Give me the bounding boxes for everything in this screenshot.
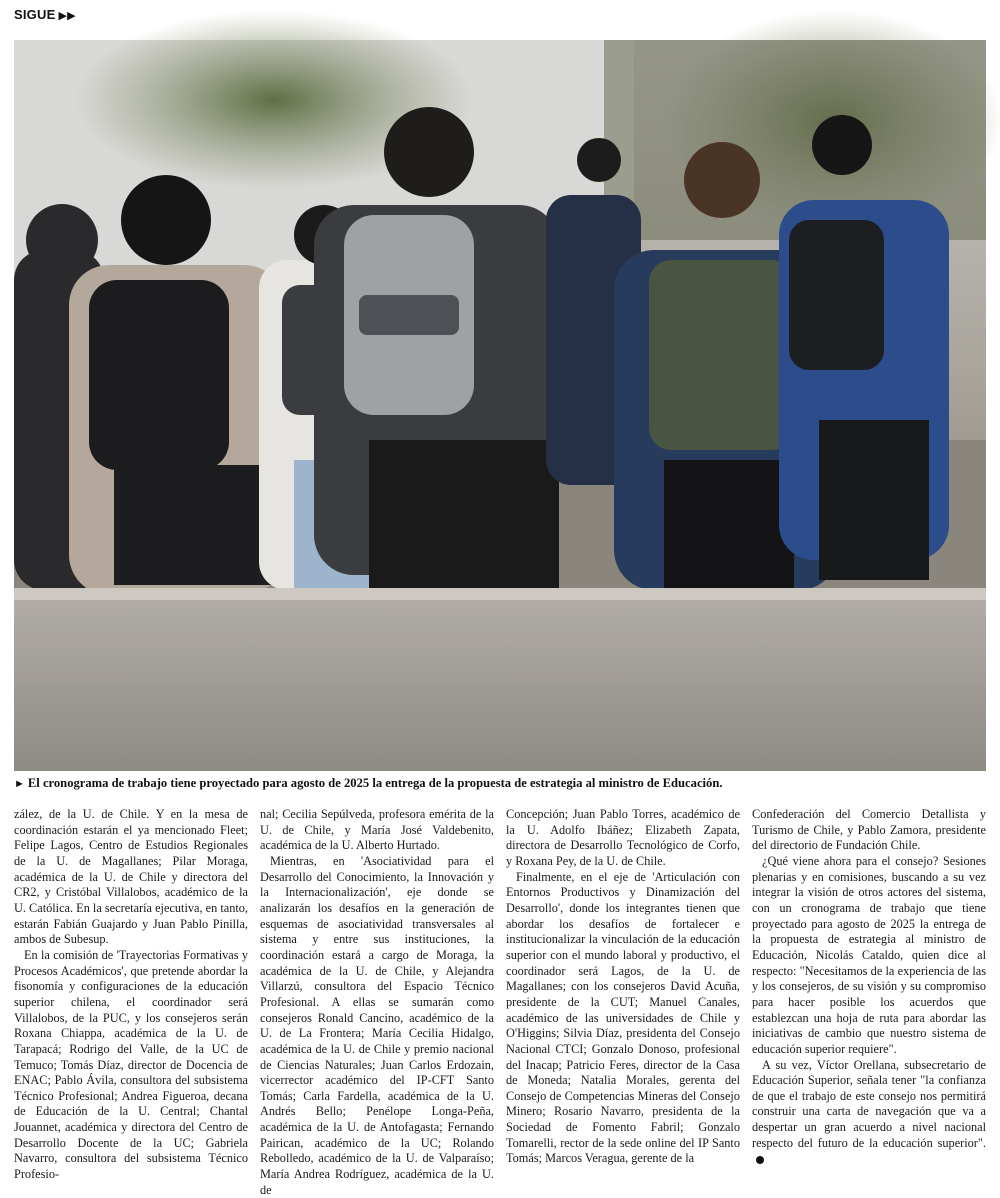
article-photo bbox=[14, 40, 986, 771]
paragraph: nal; Cecilia Sepúlveda, profesora emérita de la U. de Chile, y María José Valdebenito, académica de la U. Alberto Hurtado. bbox=[260, 807, 494, 853]
text-column-3 bbox=[506, 807, 740, 1185]
caption-text: El cronograma de trabajo tiene proyectado para agosto de 2025 la entrega de la propuesta de estrategia al ministro de Educación. bbox=[27, 776, 723, 790]
end-of-article-icon bbox=[756, 1156, 764, 1164]
article-body bbox=[14, 807, 986, 1197]
students-walking-photo-icon bbox=[14, 40, 986, 771]
text-column-2 bbox=[260, 807, 494, 1197]
photo-caption bbox=[14, 776, 986, 791]
paragraph-final-text: A su vez, Víctor Orellana, subsecretario de Educación Superior, señala tener "la confianza de que el trabajo de este consejo nos permitirá construir una carta de navegación que va a despertar un gran acuerdo a nivel nacional respecto del futuro de la educación superior". bbox=[752, 1057, 986, 1150]
text-column-4 bbox=[752, 807, 986, 1185]
text-column-1 bbox=[14, 807, 248, 1185]
paragraph: En la comisión de 'Trayectorias Formativas y Procesos Académicos', que pretende abordar la fisonomía y configuraciones de la educación superior chilena, el coordinador será Villalobos, de la PUC, y los consejeros serán Roxana Chiappa, académica de la U. de Tarapacá; Rodrigo del Valle, de la UC de Temuco; Tomás Díaz, director de Docencia de ENAC; Pablo Ávila, consultora del subsistema Técnico Profesional; Andrea Figueroa, decana de Educación de la U. Central; Chantal Jouannet, académica y directora del Centro de Desarrollo Docente de la UC; Gabriela Navarro, consultora del subsistema Técnico Profesio- bbox=[14, 947, 248, 1182]
paragraph: zález, de la U. de Chile. Y en la mesa de coordinación estarán el ya mencionado Fleet; Felipe Lagos, Centro de Estudios Regionales de la U. de Magallanes; Pilar Moraga, académica de la U. de Chile y directora del CR2, y Cristóbal Villalobos, académico de la U. Católica. En la secretaría ejecutiva, en tanto, estarán Fabián Guajardo y Juan Pablo Pinilla, ambos de Subesup. bbox=[14, 807, 248, 947]
caption-marker-icon: ► bbox=[14, 778, 25, 790]
sigue-text: SIGUE bbox=[14, 7, 56, 22]
paragraph: Confederación del Comercio Detallista y Turismo de Chile, y Pablo Zamora, presidente del directorio de Fundación Chile. bbox=[752, 807, 986, 853]
paragraph: ¿Qué viene ahora para el consejo? Sesiones plenarias y en comisiones, buscando a su vez integrar la visión de otros actores del sistema, con un cronograma de trabajo que tiene proyectado para agosto de 2025 la entrega de la propuesta de estrategia al ministro de Educación, Nicolás Cataldo, quien dice al respecto: "Necesitamos de la experiencia de las y los consejeros, de su visión y su compromiso para hacer posible los acuerdos que establezcan una hoja de ruta para abordar las iniciativas de cambio que nuestro sistema de educación superior requiere". bbox=[752, 853, 986, 1056]
paragraph: Mientras, en 'Asociatividad para el Desarrollo del Conocimiento, la Innovación y la Internacionalización', eje donde se analizarán los desafíos en la generación de esquemas de asociatividad transversales al sistema y entre sus instituciones, la coordinación estará a cargo de Moraga, la académica de la U. de Chile, y Alejandra Villarzú, consultora del Espacio Técnico Profesional. A ellas se sumarán como consejeros Ronald Cancino, académico de la U. de La Frontera; María Cecilia Hidalgo, académica de la U. de Chile y premio nacional de Ciencias Naturales; Juan Carlos Erdozain, vicerrector académico del IP-CFT Santo Tomás; Carla Fardella, académica de la U. Andrés Bello; Penélope Longa-Peña, académica de la U. de Antofagasta; Fernando Pairican, académico de la UC; Rolando Rebolledo, académico de la U. de Valparaíso; María Andrea Rodríguez, académica de la U. de bbox=[260, 853, 494, 1197]
paragraph: Concepción; Juan Pablo Torres, académico de la U. Adolfo Ibáñez; Elizabeth Zapata, directora de Desarrollo Tecnológico de Corfo, y Roxana Pey, de la U. de Chile. bbox=[506, 807, 740, 868]
paragraph: Finalmente, en el eje de 'Articulación con Entornos Productivos y Dinamización del Desarrollo', donde los integrantes tienen que abordar los desafíos de fortalecer e institucionalizar la vinculación de la educación superior con el mundo laboral y productivo, el coordinador será Lagos, de la U. de Magallanes; con los consejeros David Acuña, presidente de la CUT; Manuel Canales, académico de las universidades de Chile y O'Higgins; Silvia Díaz, presidenta del Consejo Nacional CTCI; Gonzalo Donoso, profesional del Inacap; Patricio Feres, director de la Casa de Moneda; Natalia Morales, gerenta del Consejo de Competencias Mineras del Consejo Minero; Rosario Navarro, presidenta de la Sociedad de Fomento Fabril; Gonzalo Tomarelli, rector de la sede online del IP Santo Tomás; Marcos Veragua, gerente de la bbox=[506, 869, 740, 1166]
paragraph-final bbox=[752, 1058, 986, 1168]
double-arrow-icon: ▶▶ bbox=[58, 10, 76, 22]
section-continues-label bbox=[14, 7, 76, 22]
